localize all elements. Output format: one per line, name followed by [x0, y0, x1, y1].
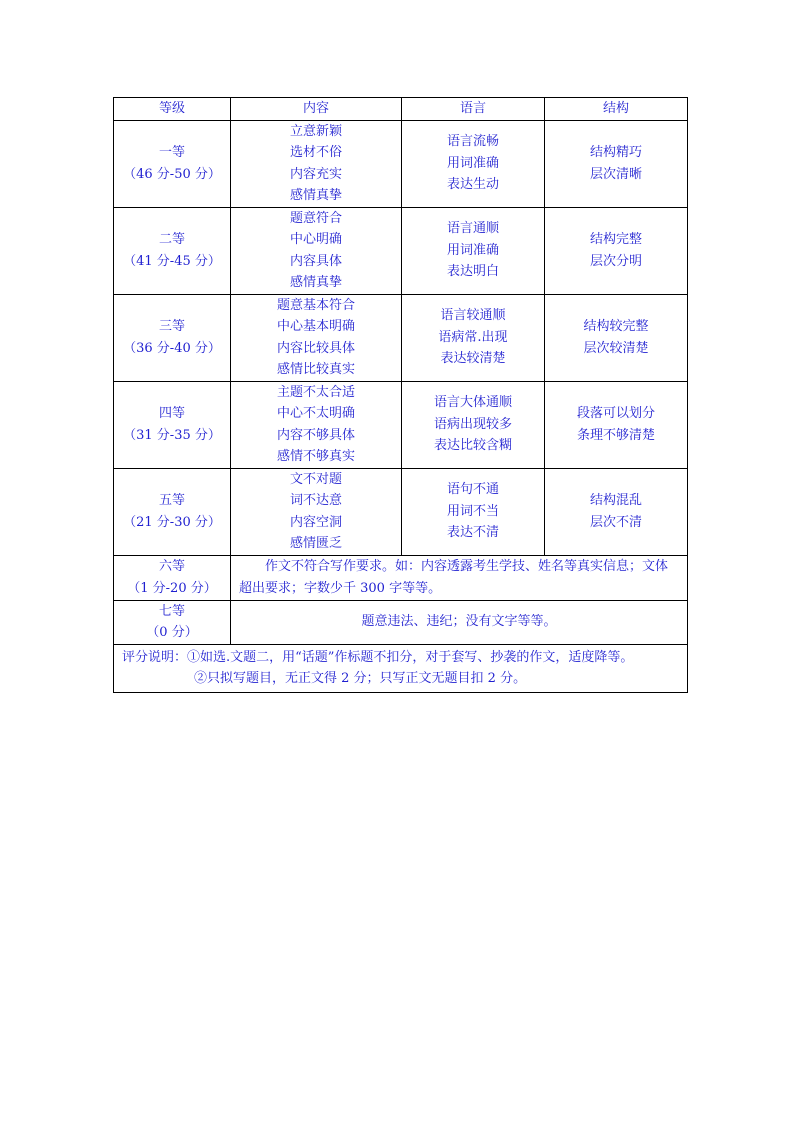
structure-cell — [545, 207, 688, 294]
grade-range: （46 分-50 分） — [123, 166, 221, 182]
language-item: 表达比较含糊 — [433, 438, 512, 454]
content-item: 选材不俗 — [289, 145, 342, 160]
structure-item: 结构混乱 — [589, 493, 642, 508]
content-cell — [231, 381, 402, 468]
grade-range: （36 分-40 分） — [123, 340, 221, 356]
structure-item: 结构精巧 — [589, 145, 642, 160]
structure-item: 层次较清楚 — [583, 340, 649, 356]
content-item: 内容空洞 — [289, 514, 342, 530]
language-cell — [402, 207, 545, 294]
grade-six-description: 作文不符合写作要求。如：内容透露考生学技、姓名等真实信息；文体超出要求；字数少千 300 字等等。 — [231, 555, 688, 600]
language-item: 语言流畅 — [446, 134, 499, 150]
content-item: 立意新颖 — [289, 123, 342, 139]
structure-item: 层次不清 — [589, 514, 642, 530]
content-item: 题意符合 — [289, 210, 342, 226]
grade-range: （41 分-45 分） — [123, 253, 221, 269]
language-item: 表达较清楚 — [440, 351, 506, 367]
table-row — [114, 381, 688, 468]
table-row — [114, 120, 688, 207]
grade-range: （1 分-20 分） — [127, 580, 217, 596]
header-structure: 结构 — [545, 98, 688, 121]
grade-label: 一等 — [158, 145, 185, 160]
language-item: 语病常.出现 — [438, 329, 508, 345]
content-item: 内容比较具体 — [276, 340, 355, 356]
header-content: 内容 — [231, 98, 402, 121]
structure-cell — [545, 294, 688, 381]
structure-item: 段落可以划分 — [576, 406, 655, 421]
grade-cell — [114, 555, 231, 600]
scoring-note — [114, 644, 688, 692]
content-cell — [231, 468, 402, 555]
grade-range: （21 分-30 分） — [123, 514, 221, 530]
structure-item: 结构完整 — [589, 232, 642, 247]
language-item: 用词准确 — [446, 242, 499, 258]
content-item: 中心基本明确 — [276, 319, 355, 334]
language-item: 表达生动 — [446, 177, 499, 193]
content-cell — [231, 207, 402, 294]
content-cell — [231, 294, 402, 381]
language-item: 语言较通顺 — [440, 308, 506, 324]
grade-cell — [114, 120, 231, 207]
language-item: 语言大体通顺 — [433, 395, 512, 411]
grade-label: 七等 — [158, 603, 185, 619]
table-row-grade-six — [114, 555, 688, 600]
structure-cell — [545, 381, 688, 468]
header-grade: 等级 — [114, 98, 231, 121]
content-item: 感情真挚 — [289, 188, 342, 203]
grade-seven-description: 题意违法、违纪；没有文字等等。 — [231, 600, 688, 644]
language-cell — [402, 468, 545, 555]
language-item: 用词准确 — [446, 155, 499, 171]
content-item: 题意基本符合 — [276, 297, 355, 313]
structure-cell — [545, 468, 688, 555]
language-cell — [402, 120, 545, 207]
language-item: 用词不当 — [446, 503, 499, 519]
scoring-note-line-1: 评分说明：①如选.文题二，用“话题”作标题不扣分，对于套写、抄袭的作文，适度降等。 — [122, 649, 634, 665]
content-item: 中心不太明确 — [276, 406, 355, 421]
grade-cell — [114, 381, 231, 468]
grade-label: 六等 — [158, 559, 185, 574]
table-row — [114, 294, 688, 381]
grade-range: （31 分-35 分） — [123, 427, 221, 443]
language-cell — [402, 294, 545, 381]
grade-label: 三等 — [158, 319, 185, 334]
content-item: 感情比较真实 — [276, 362, 355, 377]
language-item: 语句不通 — [446, 482, 499, 498]
header-row — [114, 98, 688, 121]
language-item: 语病出现较多 — [433, 416, 512, 432]
language-cell — [402, 381, 545, 468]
grade-cell — [114, 207, 231, 294]
grade-range: （0 分） — [146, 625, 198, 640]
grade-label: 二等 — [158, 232, 185, 247]
structure-item: 层次分明 — [589, 253, 642, 269]
table-row — [114, 207, 688, 294]
content-cell — [231, 120, 402, 207]
language-item: 表达明白 — [446, 264, 499, 280]
content-item: 内容不够具体 — [276, 427, 355, 443]
grade-label: 四等 — [158, 406, 185, 421]
table-row-grade-seven — [114, 600, 688, 644]
content-item: 词不达意 — [289, 493, 342, 508]
structure-item: 条理不够清楚 — [576, 427, 655, 443]
grade-label: 五等 — [158, 493, 185, 508]
content-item: 内容具体 — [289, 253, 342, 269]
grade-cell — [114, 294, 231, 381]
language-item: 表达不清 — [446, 525, 499, 541]
language-item: 语言通顺 — [446, 221, 499, 237]
content-item: 文不对题 — [289, 471, 342, 487]
content-item: 内容充实 — [289, 166, 342, 182]
content-item: 主题不太合适 — [276, 384, 355, 400]
content-item: 感情不够真实 — [276, 449, 355, 464]
content-item: 感情真挚 — [289, 275, 342, 290]
grade-cell — [114, 600, 231, 644]
grading-table — [113, 97, 688, 693]
content-item: 中心明确 — [289, 232, 342, 247]
scoring-note-row — [114, 644, 688, 692]
table-row — [114, 468, 688, 555]
structure-cell — [545, 120, 688, 207]
grade-cell — [114, 468, 231, 555]
structure-item: 层次清晰 — [589, 166, 642, 182]
structure-item: 结构较完整 — [583, 319, 649, 334]
scoring-note-line-2: ②只拟写题目，无正文得 2 分；只写正文无题目扣 2 分。 — [194, 671, 527, 686]
header-language: 语言 — [402, 98, 545, 121]
content-item: 感情匮乏 — [289, 536, 342, 551]
